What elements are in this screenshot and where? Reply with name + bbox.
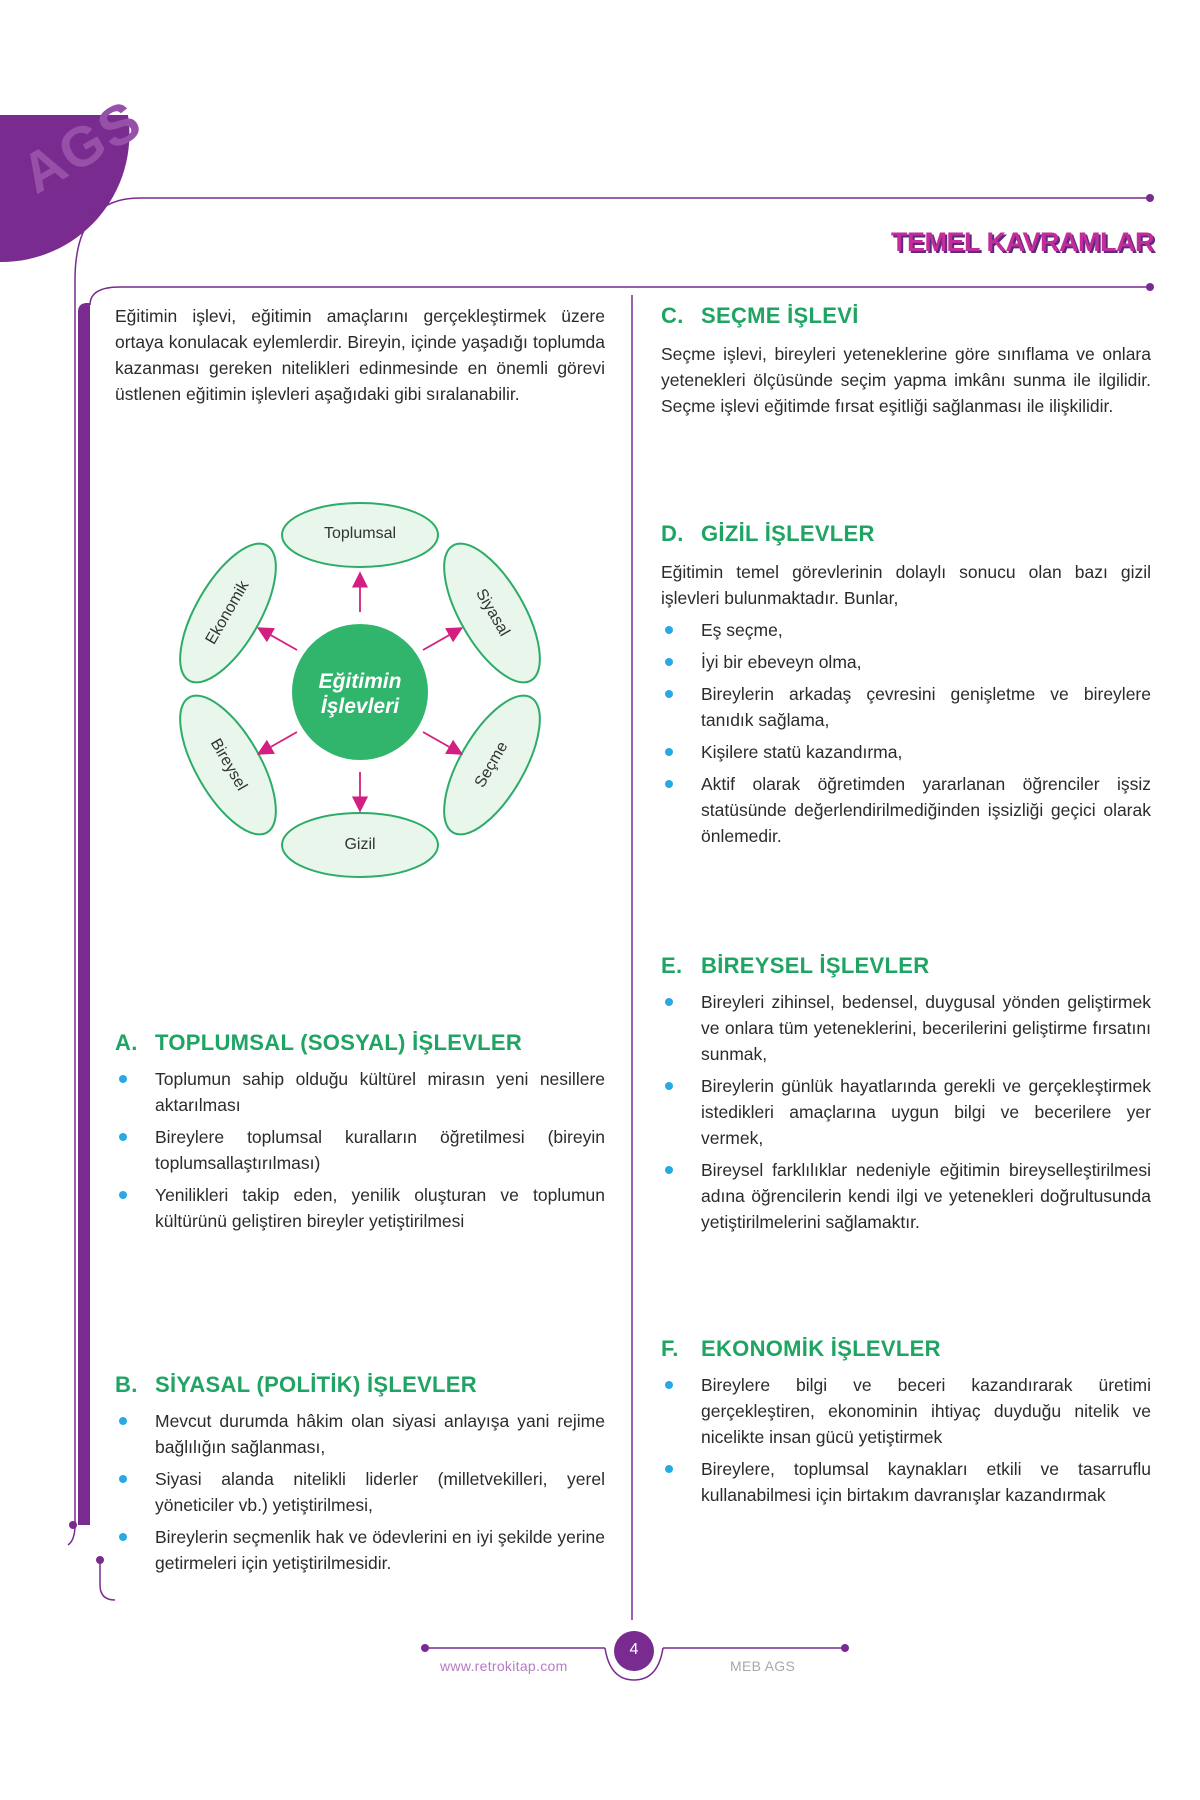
list-item: Yenilikleri takip eden, yenilik oluşturan ve toplumun kültürünü geliştiren bireyler yetiştirilmesi (115, 1182, 605, 1234)
section-f-letter: F. (661, 1336, 679, 1361)
section-f-title: EKONOMİK İŞLEVLER (701, 1336, 941, 1361)
bullet-icon (665, 998, 673, 1006)
section-f-heading (661, 1336, 1151, 1362)
section-e-list (661, 989, 1151, 1235)
section-a (115, 1030, 605, 1240)
bullet-icon (665, 1465, 673, 1473)
bullet-icon (119, 1417, 127, 1425)
section-a-letter: A. (115, 1030, 138, 1055)
bullet-icon (665, 1381, 673, 1389)
section-f-list (661, 1372, 1151, 1508)
bullet-icon (665, 1166, 673, 1174)
section-a-list (115, 1066, 605, 1234)
petal-label-top: Toplumsal (323, 525, 397, 542)
bullet-icon (665, 626, 673, 634)
section-b-list (115, 1408, 605, 1576)
list-item: Bireylerin günlük hayatlarında gerekli ve gerçekleştirmek istedikleri amaçlarına uygun bilgi ve becerilere yer vermek, (661, 1073, 1151, 1151)
bullet-icon (665, 658, 673, 666)
section-a-title: TOPLUMSAL (SOSYAL) İŞLEVLER (155, 1030, 523, 1055)
bullet-icon (665, 780, 673, 788)
petal-label-top-left: Ekonomik (202, 578, 253, 648)
section-a-heading (115, 1030, 605, 1056)
section-e-title: BİREYSEL İŞLEVLER (701, 953, 930, 978)
list-item: Bireylere toplumsal kuralların öğretilmesi (bireyin toplumsallaştırılması) (115, 1124, 605, 1176)
section-e-heading (661, 953, 1151, 979)
page-title: TEMEL KAVRAMLAR (891, 227, 1154, 257)
petal-label-bottom: Gizil (344, 836, 376, 853)
intro-paragraph: Eğitimin işlevi, eğitimin amaçlarını gerçekleştirmek üzere ortaya konulacak eylemlerdir. Bireyin, içinde yaşadığı toplumda kazanması gereken nitelikleri edinmesinde en önemli görevi üstlenen eğitimin işlevleri aşağıdaki gibi sıralanabilir. (115, 306, 605, 404)
section-c-title: SEÇME İŞLEVİ (701, 303, 859, 328)
bullet-icon (665, 748, 673, 756)
section-c-heading (661, 303, 1151, 329)
section-c-letter: C. (661, 303, 684, 328)
section-b (115, 1372, 605, 1582)
petal-label-bottom-left: Bireysel (206, 735, 251, 794)
list-item: Bireylere bilgi ve beceri kazandırarak üretimi gerçekleştiren, ekonominin ihtiyaç duyduğu nitelik ve nicelikte insan gücü yetiştirmek (661, 1372, 1151, 1450)
section-d (661, 521, 1151, 855)
section-d-letter: D. (661, 521, 684, 546)
bullet-icon (119, 1191, 127, 1199)
list-item: Kişilere statü kazandırma, (661, 739, 1151, 765)
list-item: Aktif olarak öğretimden yararlanan öğrenciler işsiz statüsünde değerlendirilmediğinden işsizliği geçici olarak önlemedir. (661, 771, 1151, 849)
section-d-heading (661, 521, 1151, 547)
section-b-heading (115, 1372, 605, 1398)
section-e-letter: E. (661, 953, 683, 978)
list-item: Bireyleri zihinsel, bedensel, duygusal yönden geliştirmek ve onlara tüm yeteneklerini, becerilerini geliştirme fırsatını sunmak, (661, 989, 1151, 1067)
corner-badge: AGS (10, 87, 153, 206)
section-b-title: SİYASAL (POLİTİK) İŞLEVLER (155, 1372, 477, 1397)
list-item: Bireylerin arkadaş çevresini genişletme ve bireylere tanıdık sağlama, (661, 681, 1151, 733)
list-item: İyi bir ebeveyn olma, (661, 649, 1151, 675)
section-b-letter: B. (115, 1372, 138, 1397)
diagram-center-label: Eğitimin İşlevleri (318, 670, 402, 718)
section-f (661, 1336, 1151, 1514)
bullet-icon (665, 1082, 673, 1090)
list-item: Bireylere, toplumsal kaynakları etkili ve tasarruflu kullanabilmesi için birtakım davranışlar kazandırmak (661, 1456, 1151, 1508)
bullet-icon (119, 1533, 127, 1541)
section-d-list (661, 617, 1151, 849)
bullet-icon (119, 1075, 127, 1083)
section-c-text: Seçme işlevi, bireyleri yeteneklerine göre sınıflama ve onlara yetenekleri ölçüsünde seçim yapma imkânı sunma ile ilgilidir. Seçme işlevi eğitimde fırsat eşitliği sağlanması ile ilişkilidir. (661, 344, 1151, 416)
bullet-icon (665, 690, 673, 698)
page-number: 4 (629, 1641, 639, 1658)
section-d-text: Eğitimin temel görevlerinin dolaylı sonucu olan bazı gizil işlevleri bulunmaktadır. Bunlar, (661, 562, 1151, 608)
list-item: Siyasi alanda nitelikli liderler (milletvekilleri, yerel yöneticiler vb.) yetiştirilmesi, (115, 1466, 605, 1518)
bullet-icon (119, 1475, 127, 1483)
section-e (661, 953, 1151, 1241)
petal-label-top-right: Siyasal (472, 586, 513, 640)
list-item: Bireysel farklılıklar nedeniyle eğitimin bireyselleştirilmesi adına öğrencilerin kendi ilgi ve yetenekleri doğrultusunda yetiştirilmelerini sağlamaktır. (661, 1157, 1151, 1235)
list-item: Toplumun sahip olduğu kültürel mirasın yeni nesillere aktarılması (115, 1066, 605, 1118)
footer-series: MEB AGS (730, 1658, 796, 1674)
section-d-title: GİZİL İŞLEVLER (701, 521, 875, 546)
list-item: Mevcut durumda hâkim olan siyasi anlayışa yani rejime bağlılığın sağlanması, (115, 1408, 605, 1460)
section-c (661, 303, 1151, 419)
list-item: Eş seçme, (661, 617, 1151, 643)
footer-website[interactable]: www.retrokitap.com (440, 1658, 568, 1674)
petal-label-bottom-right: Seçme (471, 738, 512, 791)
bullet-icon (119, 1133, 127, 1141)
list-item: Bireylerin seçmenlik hak ve ödevlerini en iyi şekilde yerine getirmeleri için yetiştirilmesidir. (115, 1524, 605, 1576)
